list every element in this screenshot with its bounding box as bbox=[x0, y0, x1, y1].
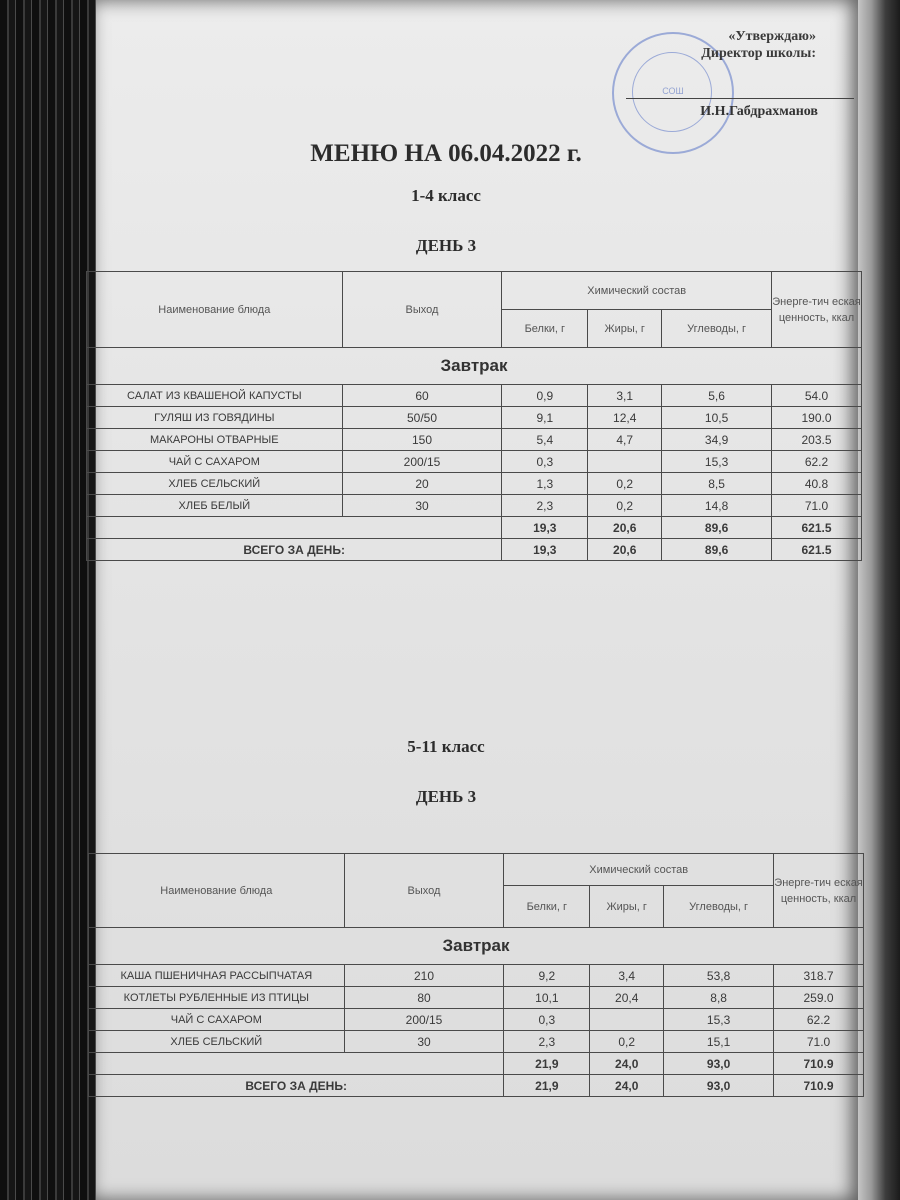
dish-carbs: 53,8 bbox=[664, 965, 774, 987]
day-label-1: ДЕНЬ 3 bbox=[415, 236, 477, 255]
subtotal-energy: 621.5 bbox=[772, 517, 862, 539]
table-row bbox=[87, 451, 862, 473]
day-total-row bbox=[89, 1075, 864, 1097]
stamp-text: СОШ bbox=[662, 86, 684, 96]
day-total-protein: 21,9 bbox=[504, 1075, 590, 1097]
dish-fat: 12,4 bbox=[588, 407, 662, 429]
col-header-protein: Белки, г bbox=[504, 886, 590, 928]
col-header-fat: Жиры, г bbox=[590, 886, 664, 928]
dish-protein: 1,3 bbox=[502, 473, 588, 495]
day-total-energy: 710.9 bbox=[774, 1075, 864, 1097]
dish-protein: 0,3 bbox=[502, 451, 588, 473]
table-row bbox=[89, 1031, 864, 1053]
table-row bbox=[87, 407, 862, 429]
signer-name: И.Н.Габдрахманов bbox=[700, 104, 818, 119]
col-header-name: Наименование блюда bbox=[87, 272, 343, 348]
day-total-label: ВСЕГО ЗА ДЕНЬ: bbox=[87, 539, 502, 561]
dish-name: ЧАЙ С САХАРОМ bbox=[89, 1009, 345, 1031]
subtotal-row bbox=[89, 1053, 864, 1075]
day-total-row bbox=[87, 539, 862, 561]
subtotal-fat: 20,6 bbox=[588, 517, 662, 539]
dish-name: КОТЛЕТЫ РУБЛЕННЫЕ ИЗ ПТИЦЫ bbox=[89, 987, 345, 1009]
dish-carbs: 8,5 bbox=[662, 473, 772, 495]
table-row bbox=[87, 385, 862, 407]
subtotal-row bbox=[87, 517, 862, 539]
dish-name: МАКАРОНЫ ОТВАРНЫЕ bbox=[87, 429, 343, 451]
dish-fat: 20,4 bbox=[590, 987, 664, 1009]
subtotal-carbs: 93,0 bbox=[664, 1053, 774, 1075]
dish-output: 20 bbox=[342, 473, 502, 495]
dish-carbs: 34,9 bbox=[662, 429, 772, 451]
col-header-protein: Белки, г bbox=[502, 310, 588, 348]
day-total-protein: 19,3 bbox=[502, 539, 588, 561]
dish-output: 150 bbox=[342, 429, 502, 451]
meal-heading: Завтрак bbox=[87, 348, 862, 385]
subtotal-protein: 21,9 bbox=[504, 1053, 590, 1075]
table-row bbox=[87, 495, 862, 517]
col-header-carbs: Углеводы, г bbox=[662, 310, 772, 348]
dish-output: 80 bbox=[344, 987, 504, 1009]
dish-name: КАША ПШЕНИЧНАЯ РАССЫПЧАТАЯ bbox=[89, 965, 345, 987]
dish-energy: 71.0 bbox=[772, 495, 862, 517]
dish-output: 30 bbox=[344, 1031, 504, 1053]
col-header-energy: Энерге-тич еская ценность, ккал bbox=[774, 854, 864, 928]
menu-document bbox=[96, 0, 863, 1200]
day-total-fat: 24,0 bbox=[590, 1075, 664, 1097]
dish-carbs: 5,6 bbox=[662, 385, 772, 407]
meal-heading: Завтрак bbox=[89, 928, 864, 965]
col-header-chem: Химический состав bbox=[504, 854, 774, 886]
dish-carbs: 10,5 bbox=[662, 407, 772, 429]
dish-fat: 0,2 bbox=[588, 473, 662, 495]
approval-block bbox=[701, 28, 816, 62]
table-row bbox=[89, 965, 864, 987]
dish-carbs: 15,3 bbox=[662, 451, 772, 473]
table-row bbox=[89, 1009, 864, 1031]
dish-fat: 3,1 bbox=[588, 385, 662, 407]
dish-name: ГУЛЯШ ИЗ ГОВЯДИНЫ bbox=[87, 407, 343, 429]
dish-energy: 318.7 bbox=[774, 965, 864, 987]
menu-table-1 bbox=[86, 271, 862, 561]
dish-output: 30 bbox=[342, 495, 502, 517]
dish-protein: 0,9 bbox=[502, 385, 588, 407]
subtotal-label bbox=[87, 517, 502, 539]
dish-energy: 203.5 bbox=[772, 429, 862, 451]
day-label-2: ДЕНЬ 3 bbox=[415, 787, 477, 806]
col-header-name: Наименование блюда bbox=[89, 854, 345, 928]
dish-protein: 0,3 bbox=[504, 1009, 590, 1031]
dish-energy: 54.0 bbox=[772, 385, 862, 407]
table-row bbox=[87, 429, 862, 451]
dish-energy: 190.0 bbox=[772, 407, 862, 429]
dish-energy: 71.0 bbox=[774, 1031, 864, 1053]
menu-table-2 bbox=[88, 853, 864, 1097]
dish-energy: 62.2 bbox=[772, 451, 862, 473]
day-total-carbs: 93,0 bbox=[664, 1075, 774, 1097]
dish-carbs: 14,8 bbox=[662, 495, 772, 517]
day-total-energy: 621.5 bbox=[772, 539, 862, 561]
dish-name: ЧАЙ С САХАРОМ bbox=[87, 451, 343, 473]
dish-carbs: 15,1 bbox=[664, 1031, 774, 1053]
table-row bbox=[89, 987, 864, 1009]
dish-name: ХЛЕБ БЕЛЫЙ bbox=[87, 495, 343, 517]
col-header-output: Выход bbox=[342, 272, 502, 348]
dish-energy: 62.2 bbox=[774, 1009, 864, 1031]
dish-protein: 9,2 bbox=[504, 965, 590, 987]
dish-protein: 10,1 bbox=[504, 987, 590, 1009]
subtotal-energy: 710.9 bbox=[774, 1053, 864, 1075]
dish-fat bbox=[588, 451, 662, 473]
dish-carbs: 15,3 bbox=[664, 1009, 774, 1031]
dish-name: ХЛЕБ СЕЛЬСКИЙ bbox=[87, 473, 343, 495]
col-header-carbs: Углеводы, г bbox=[664, 886, 774, 928]
signature-line bbox=[626, 98, 854, 99]
dish-name: САЛАТ ИЗ КВАШЕНОЙ КАПУСТЫ bbox=[87, 385, 343, 407]
dish-output: 50/50 bbox=[342, 407, 502, 429]
dish-protein: 9,1 bbox=[502, 407, 588, 429]
subtotal-protein: 19,3 bbox=[502, 517, 588, 539]
page-title: МЕНЮ НА 06.04.2022 г. bbox=[310, 140, 582, 167]
dish-energy: 40.8 bbox=[772, 473, 862, 495]
dish-protein: 2,3 bbox=[504, 1031, 590, 1053]
class-label-1: 1-4 класс bbox=[411, 186, 481, 205]
class-label-2: 5-11 класс bbox=[407, 737, 485, 756]
day-total-fat: 20,6 bbox=[588, 539, 662, 561]
dish-output: 60 bbox=[342, 385, 502, 407]
dish-energy: 259.0 bbox=[774, 987, 864, 1009]
col-header-output: Выход bbox=[344, 854, 504, 928]
col-header-chem: Химический состав bbox=[502, 272, 772, 310]
day-total-carbs: 89,6 bbox=[662, 539, 772, 561]
dish-output: 200/15 bbox=[344, 1009, 504, 1031]
col-header-energy: Энерге-тич еская ценность, ккал bbox=[772, 272, 862, 348]
subtotal-carbs: 89,6 bbox=[662, 517, 772, 539]
subtotal-label bbox=[89, 1053, 504, 1075]
dish-fat: 0,2 bbox=[588, 495, 662, 517]
col-header-fat: Жиры, г bbox=[588, 310, 662, 348]
dish-protein: 2,3 bbox=[502, 495, 588, 517]
dish-name: ХЛЕБ СЕЛЬСКИЙ bbox=[89, 1031, 345, 1053]
dish-fat bbox=[590, 1009, 664, 1031]
subtotal-fat: 24,0 bbox=[590, 1053, 664, 1075]
dish-output: 210 bbox=[344, 965, 504, 987]
dish-fat: 0,2 bbox=[590, 1031, 664, 1053]
dish-protein: 5,4 bbox=[502, 429, 588, 451]
day-total-label: ВСЕГО ЗА ДЕНЬ: bbox=[89, 1075, 504, 1097]
dish-fat: 4,7 bbox=[588, 429, 662, 451]
dish-fat: 3,4 bbox=[590, 965, 664, 987]
approval-position: Директор школы: bbox=[701, 46, 816, 61]
dish-output: 200/15 bbox=[342, 451, 502, 473]
table-row bbox=[87, 473, 862, 495]
approval-heading: «Утверждаю» bbox=[728, 29, 816, 44]
dish-carbs: 8,8 bbox=[664, 987, 774, 1009]
